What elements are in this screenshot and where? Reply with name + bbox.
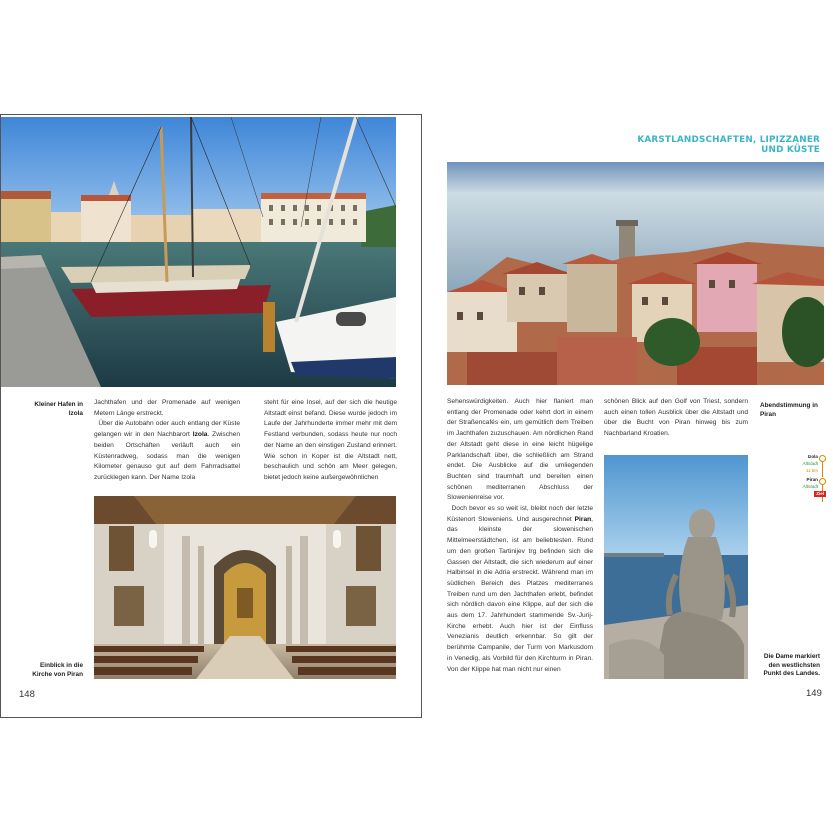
- route-end: Piran: [806, 477, 818, 482]
- route-end-sub: Altstadt: [802, 484, 818, 489]
- church-caption: Einblick in die Kirche von Piran: [32, 662, 83, 678]
- mermaid-caption: Die Dame markiert den westlichsten Punkt des Landes.: [763, 653, 820, 678]
- left-page: [0, 114, 422, 718]
- evening-caption: Abendstimmung in Piran: [760, 402, 818, 418]
- route-start: Izola: [807, 454, 818, 459]
- left-column-2: steht für eine Insel, auf der sich die heutige Altstadt einst befand. Diese wurde jedoch im Laufe der Jahrhunderte immer mehr mit dem Festland verbunden, sodass heute nur noch der Name an den einstigen Zustand erinnert. Wie schon in Koper ist die Altstadt nett, beschaulich und schön am Meer gelegen, bietet jedoch keine außergewöhnlichen: [264, 399, 397, 481]
- izola-harbor-photo: [1, 117, 396, 387]
- piran-evening-photo: [447, 162, 824, 385]
- route-distance: 11 km: [805, 468, 818, 473]
- left-column-1: Jachthafen und der Promenade auf wenigen Metern Länge erstreckt. Über die Autobahn oder auch entlang der Küste gelangen wir in den Nachbarort Izola. Zwischen beiden Ortschaften verläuft auch ein Küstenradweg, sodass man die wenigen Kilometer genauso gut auf dem Fahrradsattel zurücklegen kann. Der Name Izola: [94, 399, 241, 481]
- mermaid-statue-photo: [604, 455, 748, 679]
- route-line: [822, 461, 823, 477]
- route-start-sub: Altstadt: [802, 461, 818, 466]
- right-page-number: 149: [806, 688, 822, 699]
- chapter-header: KARSTLANDSCHAFTEN, LIPIZZANER UND KÜSTE: [637, 135, 820, 155]
- route-graphic: [782, 454, 826, 514]
- right-column-2: schönen Blick auf den Golf von Triest, sondern auch einen tollen Ausblick über die Altstadt und über die Bucht von Piran hinweg bis zum Nachbarland Kroatien.: [604, 398, 748, 438]
- piran-church-photo: [94, 496, 396, 679]
- left-page-number: 148: [19, 689, 35, 700]
- harbor-caption: Kleiner Hafen in Izola: [34, 401, 83, 417]
- route-goal-badge: Ziel: [816, 491, 824, 496]
- right-page: [430, 114, 833, 718]
- right-column-1: Sehenswürdigkeiten. Auch hier flaniert man entlang der Promenade oder kehrt dort in einem der Straßencafés ein, um gemütlich dem Treiben im Jachthafen zuzuschauen. Am nördlichen Rand der Altstadt geht diese in eine leicht hügelige Parklandschaft über, die schließlich am Strand endet. Die Ausblicke auf die umliegenden Buchten sind traumhaft und bereiten einen schönen mediterranen Abschluss der Slowenienreise vor. Doch bevor es so weit ist, bleibt noch der letzte Küstenort Sloweniens. Und ausgerechnet Piran, das kleinste der slowenischen Mittelmeerstädtchen, ist am beliebtesten. Rund um den großen Tartinijev trg befinden sich die Gassen der Altstadt, die sich wiederum auf einer Halbinsel in die Adria erstreckt. Während man im südlichen Bereich des Platzes mediterranes Treiben rund um den Jachthafen erlebt, befindet sich nördlich davon eine Klippe, auf der sich die aus dem 17. Jahrhundert stammende Sv.-Jurij-Kirche erhebt. Auch hier ist der Einfluss Venezianis deutlich erkennbar. So gilt der berühmte Campanile, der Turm von Markusdom in Venedig, als Vorbild für den Kirchturm in Piran. Von der Klippe hat man nicht nur einen: [447, 398, 593, 673]
